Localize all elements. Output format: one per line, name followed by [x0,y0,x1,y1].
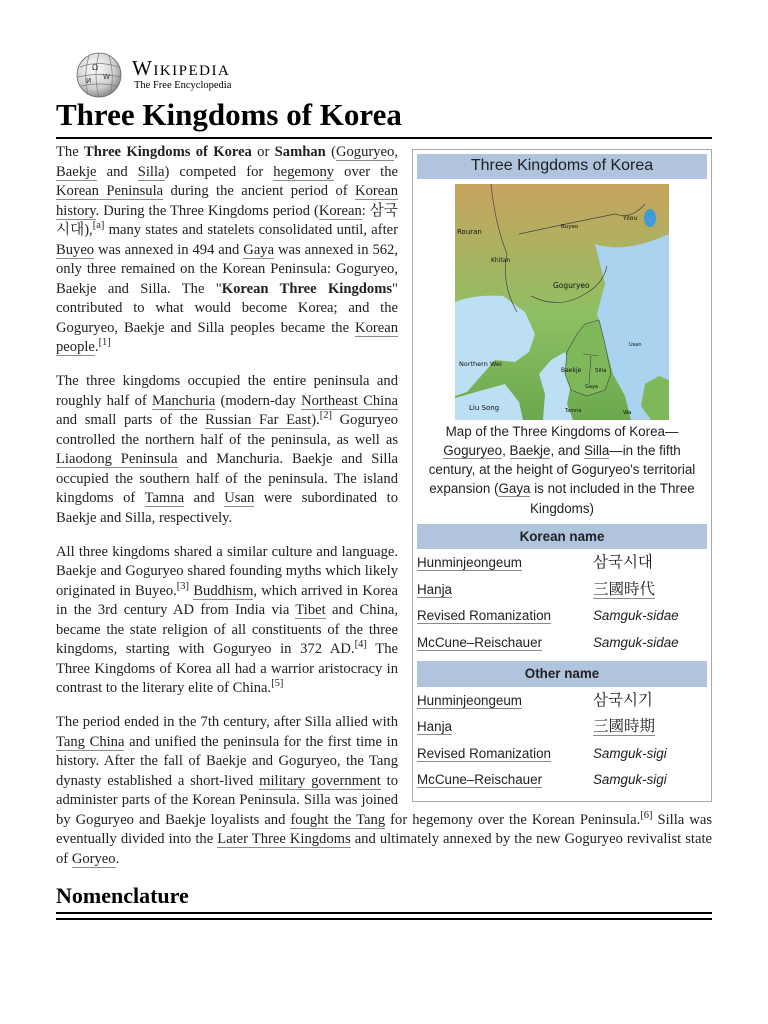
link-korean-history[interactable]: Korean history [56,183,398,219]
table-row [417,549,707,576]
link-russian-far-east[interactable]: Russian Far East [205,412,312,428]
svg-text:И: И [86,77,92,85]
link-korean[interactable]: Korean [318,202,362,219]
link-hegemony[interactable]: hegemony [273,163,335,180]
row-value: Samguk-sidae [593,608,679,624]
caption-link-silla[interactable]: Silla [583,442,610,458]
map-label-tamna: Tamna [565,407,582,414]
link-fought-the-tang[interactable]: fought the Tang [290,811,386,828]
other-name-header: Other name [417,661,707,687]
link-tibet[interactable]: Tibet [295,602,326,618]
footnote-6[interactable]: [6] [640,809,653,821]
page-title: Three Kingdoms of Korea [56,97,402,132]
infobox [412,149,712,802]
map-label-buyeo: Buyeo [561,223,579,230]
map-label-liu-song: Liu Song [469,403,500,412]
map-label-wa: Wa [623,409,632,416]
row-value: 삼국시대 [593,554,653,572]
caption-link-gaya[interactable]: Gaya [498,481,531,497]
row-value: Samguk-sidae [593,634,679,650]
link-tamna[interactable]: Tamna [144,490,185,506]
footnote-4[interactable]: [4] [354,639,367,651]
table-row [417,602,707,629]
map-image[interactable] [455,184,669,420]
caption-link-baekje[interactable]: Baekje [509,442,551,458]
map-label-usan: Usan [629,341,642,348]
svg-text:W: W [103,73,110,81]
map-label-rouran: Rouran [457,227,482,236]
footnote-5[interactable]: [5] [271,678,284,690]
row-label-link[interactable]: Hunminjeongeum [417,692,522,708]
paragraph-territory: The three kingdoms occupied the entire peninsula and roughly half of Manchuria (modern-day Northeast China and small parts of the Russian Far East).[2] Goguryeo controlled the northern half of the peninsula, as well as Liaodong Peninsula and Manchuria. Baekje and Silla occupied the southern half of the peninsula. The island kingdoms of Tamna and Usan were subordinated to Baekje and Silla, respectively. [56,373,398,526]
table-row [417,713,707,740]
link-later-three-kingdoms[interactable]: Later Three Kingdoms [217,831,351,847]
map-label-yilou: Yilou [623,214,638,222]
link-military-government[interactable]: military government [259,772,381,789]
map-label-baekje: Baekje [561,366,582,374]
footnote-1[interactable]: [1] [98,337,111,349]
puzzle-globe-icon [74,52,124,98]
paragraph-intro: The Three Kingdoms of Korea or Samhan (Goguryeo, Baekje and Silla) competed for hegemony over the Korean Peninsula during the ancient period of Korean history. During the Three Kingdoms period (Korean: 삼국시대),[a] many states and statelets consolidated until, after Buyeo was annexed in 494 and Gaya was annexed in 562, only three remained on the Korean Peninsula: Goguryeo, Baekje and Silla. The "Korean Three Kingdoms" contributed to what would become Korea; and the Goguryeo, Baekje and Silla peoples became the Korean people.[1] [56,144,398,355]
map-label-northern-wei: Northern Wei [459,359,502,368]
wikipedia-tagline: The Free Encyclopedia [134,80,232,91]
link-tang-china[interactable]: Tang China [56,733,125,750]
map-label-silla: Silla [595,367,607,374]
link-silla[interactable]: Silla [137,163,165,180]
table-row [417,576,707,603]
link-buyeo[interactable]: Buyeo [56,241,95,258]
footnote-3[interactable]: [3] [176,580,190,592]
article-body [56,143,712,884]
table-row [417,629,707,656]
table-row [417,766,707,793]
row-value-link[interactable]: 三國時代 [593,580,656,598]
row-label-link[interactable]: Hunminjeongeum [417,555,522,571]
link-goryeo[interactable]: Goryeo [71,850,116,867]
title-divider [56,137,712,139]
korean-name-header: Korean name [417,524,707,550]
link-northeast-china[interactable]: Northeast China [301,392,398,409]
link-buddhism[interactable]: Buddhism [193,582,254,599]
link-manchuria[interactable]: Manchuria [152,392,216,409]
row-label-link[interactable]: Revised Romanization [417,745,551,761]
row-label-link[interactable]: Hanja [417,719,452,735]
korean-name-table [417,549,707,655]
map-caption: Map of the Three Kingdoms of Korea—Goguryeo, Baekje, and Silla—in the fifth century, at the height of Goguryeo's territorial expansion (Gaya is not included in the Three Kingdoms) [428,423,696,516]
paragraph-end: The period ended in the 7th century, after Silla allied with Tang China and unified the peninsula for the first time in history. After the fall of Baekje and Goguryeo, the Tang dynasty established a short-lived military government to administer parts of the Korean Peninsula. Silla was joined by Goguryeo and Baekje loyalists and fought the Tang for hegemony over the Korean Peninsula.[6] Silla was eventually divided into the Later Three Kingdoms and ultimately annexed by the new Goguryeo revivalist state of Goryeo. [56,714,712,867]
map-label-gaya: Gaya [585,383,598,390]
infobox-title: Three Kingdoms of Korea [417,154,707,179]
svg-text:Ω: Ω [92,63,99,72]
section-divider [56,912,712,914]
row-label-link[interactable]: McCune–Reischauer [417,634,543,650]
link-usan[interactable]: Usan [224,490,255,506]
link-gaya[interactable]: Gaya [243,241,275,258]
wikipedia-wordmark: Wikipedia [132,56,231,80]
link-baekje[interactable]: Baekje [56,163,97,180]
row-label-link[interactable]: Revised Romanization [417,608,551,624]
row-value: 삼국시기 [593,691,653,709]
row-label-link[interactable]: McCune–Reischauer [417,772,543,788]
row-value: Samguk-sigi [593,745,667,761]
caption-link-goguryeo[interactable]: Goguryeo [443,442,503,458]
map-label-khitan: Khitan [491,256,511,264]
section-heading-nomenclature: Nomenclature [56,883,189,908]
table-row [417,740,707,767]
table-row [417,687,707,714]
row-value-link[interactable]: 三國時期 [593,718,656,736]
other-name-table [417,687,707,793]
row-value: Samguk-sigi [593,772,667,788]
section-divider-double [56,918,712,920]
link-korean-peninsula[interactable]: Korean Peninsula [56,183,164,199]
link-korean-people[interactable]: Korean people [56,319,398,355]
map-label-goguryeo: Goguryeo [553,280,590,290]
link-goguryeo[interactable]: Goguryeo [335,144,395,160]
row-label-link[interactable]: Hanja [417,581,452,597]
link-liaodong-peninsula[interactable]: Liaodong Peninsula [56,451,178,467]
paragraph-culture: All three kingdoms shared a similar culture and language. Baekje and Goguryeo shared founding myths which likely originated in Buyeo.[3] Buddhism, which arrived in Korea in the 3rd century AD from India via Tibet and China, became the state religion of all constituents of the three kingdoms, starting with Goguryeo in 372 AD.[4] The Three Kingdoms of Korea all had a warrior aristocracy in contrast to the literary elite of China.[5] [56,543,398,696]
footnote-2[interactable]: [2] [319,410,332,422]
footnote-a[interactable]: [a] [92,220,105,232]
wikipedia-logo[interactable] [74,52,294,100]
